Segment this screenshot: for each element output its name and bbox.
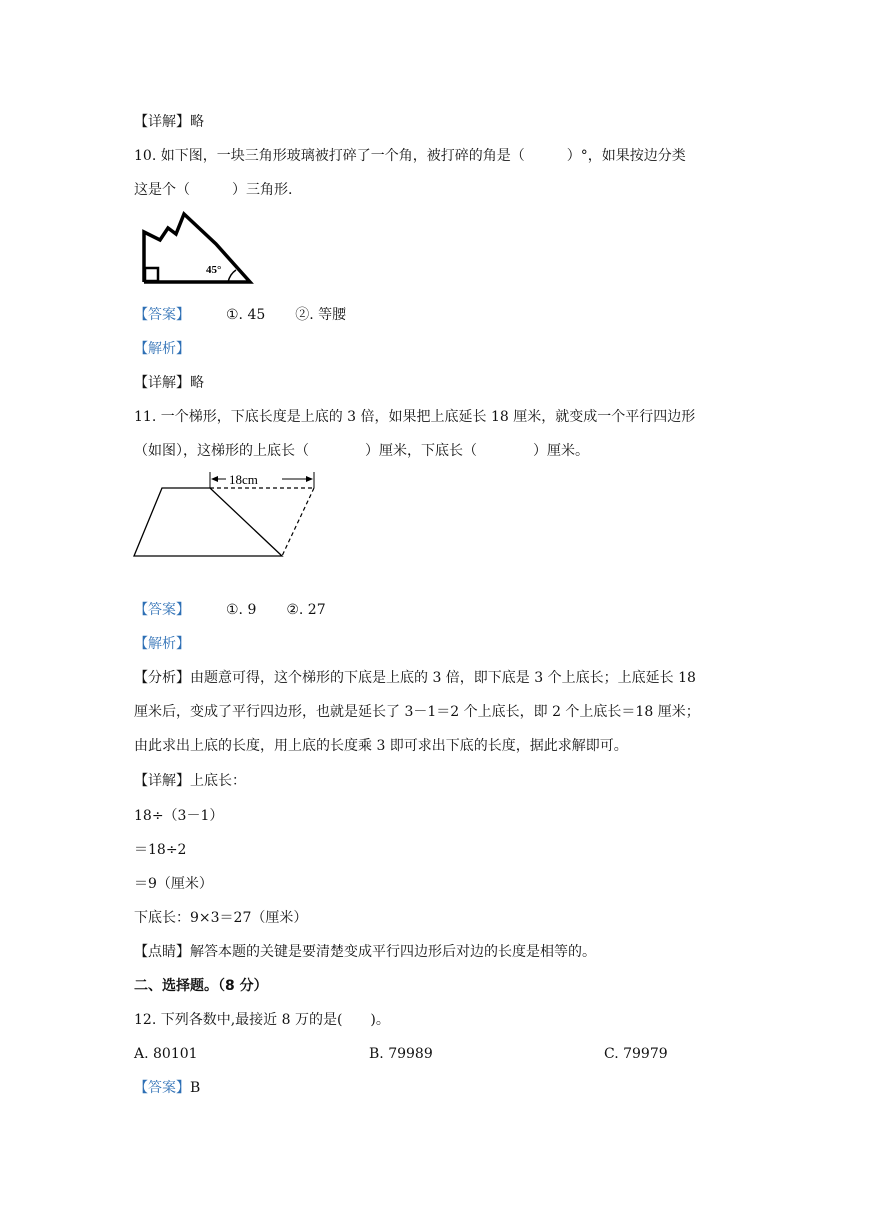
q10-stem-line2: 这是个（ ）三角形. <box>134 182 293 198</box>
q11-analysis-tag: 【解析】 <box>134 636 190 652</box>
q10-stem-line1: 10. 如下图，一块三角形玻璃被打碎了一个角，被打碎的角是（ ）°，如果按边分类 <box>134 148 686 164</box>
detail-text: 略 <box>190 375 204 391</box>
q11-analysis-line2: 厘米后，变成了平行四边形，也就是延长了 3－1＝2 个上底长，即 2 个上底长＝18 厘米； <box>134 704 700 720</box>
answer-1: ①. 45 <box>226 307 266 323</box>
q12-option-a: A. 80101 <box>134 1046 198 1062</box>
q12-answer-line <box>134 1078 200 1098</box>
answer-tag: 【答案】 <box>134 602 190 618</box>
q11-calc-4: 下底长：9×3＝27（厘米） <box>134 910 308 926</box>
q12-option-b: B. 79989 <box>369 1046 433 1062</box>
angle-label: 45° <box>206 264 222 276</box>
q10-answer-line <box>134 305 346 325</box>
comment-text: 解答本题的关键是要清楚变成平行四边形后对边的长度是相等的。 <box>190 944 596 960</box>
q12-stem: 12. 下列各数中,最接近 8 万的是( )。 <box>134 1012 390 1028</box>
answer-tag: 【答案】 <box>134 1080 190 1096</box>
analysis-label: 【分析】 <box>134 670 190 686</box>
q11-calc-2: ＝18÷2 <box>134 842 187 858</box>
answer-1: ①. 9 <box>226 602 257 618</box>
q11-comment-line <box>134 942 596 962</box>
q10-detail-line <box>134 373 204 393</box>
analysis-text: 由题意可得，这个梯形的下底是上底的 3 倍，即下底是 3 个上底长；上底延长 18 <box>190 670 696 686</box>
q11-detail-line <box>134 771 246 791</box>
trapezoid-figure <box>128 466 318 566</box>
q11-calc-1: 18÷（3－1） <box>134 808 224 824</box>
answer-2: ②. 27 <box>286 602 326 618</box>
q10-analysis-tag: 【解析】 <box>134 341 190 357</box>
q11-stem-line1: 11. 一个梯形，下底长度是上底的 3 倍，如果把上底延长 18 厘米，就变成一个平行四边形 <box>134 409 696 425</box>
detail-tag: 【详解】 <box>134 773 190 789</box>
detail-text: 略 <box>190 114 204 130</box>
q9-detail-line <box>134 112 204 132</box>
length-label: 18cm <box>229 472 258 487</box>
detail-tag: 【详解】 <box>134 375 190 391</box>
comment-tag: 【点睛】 <box>134 944 190 960</box>
q11-answer-line <box>134 600 326 620</box>
detail-text: 上底长： <box>190 773 246 789</box>
q11-analysis-line1 <box>134 668 696 688</box>
q11-analysis-line3: 由此求出上底的长度，用上底的长度乘 3 即可求出下底的长度，据此求解即可。 <box>134 738 628 754</box>
detail-tag: 【详解】 <box>134 114 190 130</box>
answer-2: ②. 等腰 <box>295 307 347 323</box>
answer-text: B <box>190 1080 201 1096</box>
broken-triangle-figure <box>138 210 258 294</box>
q11-calc-3: ＝9（厘米） <box>134 876 213 892</box>
section-title: 二、选择题。（8 分） <box>134 978 268 994</box>
q12-option-c: C. 79979 <box>604 1046 668 1062</box>
answer-tag: 【答案】 <box>134 307 190 323</box>
q11-stem-line2: （如图），这梯形的上底长（ ）厘米，下底长（ ）厘米。 <box>134 443 589 459</box>
